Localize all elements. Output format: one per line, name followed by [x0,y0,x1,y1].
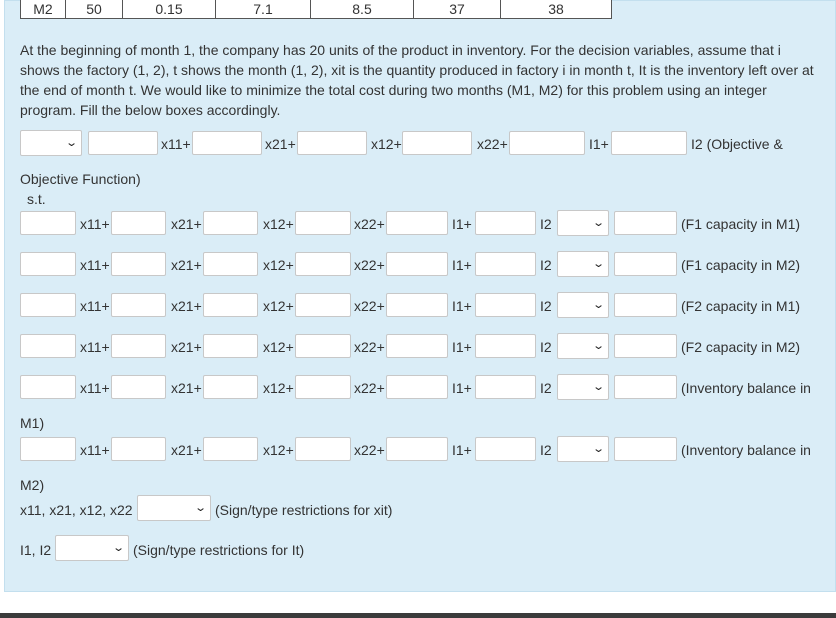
constraint-label-wrap: M2) [20,477,45,493]
var-label-i2: I2 [540,442,552,458]
constraint-3-coef-x12[interactable] [203,293,258,317]
constraint-5-rhs[interactable] [614,375,677,399]
var-label: x12+ [263,216,294,232]
constraint-1-coef-x11[interactable] [20,211,76,235]
constraint-5-coef-i1[interactable] [386,375,448,399]
var-label-i2: I2 [540,339,552,355]
constraint-3-coef-x21[interactable] [111,293,166,317]
chevron-down-icon: ⌄ [591,340,605,352]
constraint-6-coef-x21[interactable] [111,437,166,461]
bottom-bar [0,613,836,618]
var-label: x22+ [354,339,385,355]
constraint-label: (F1 capacity in M1) [681,216,801,232]
objective-coef-i1[interactable] [509,131,585,155]
constraint-label: (Inventory balance in [681,380,811,396]
chevron-down-icon: ⌄ [193,502,207,514]
var-label: x21+ [171,339,202,355]
var-label: x12+ [263,257,294,273]
objective-coef-x22[interactable] [402,131,472,155]
constraint-1-rhs[interactable] [614,211,677,235]
var-label: x11+ [80,380,110,396]
chevron-down-icon: ⌄ [591,443,605,455]
x-vars-label: x11, x21, x12, x22 [20,502,133,518]
constraint-6-coef-rhs[interactable] [475,437,536,461]
constraint-6-coef-x12[interactable] [203,437,258,461]
table-cell: 7.1 [216,0,311,19]
var-label-i2: I2 [540,298,552,314]
var-label: x21+ [171,216,202,232]
var-label: I1+ [452,442,472,458]
var-label: x22+ [354,257,385,273]
var-label: x12+ [263,339,294,355]
constraint-3-coef-x11[interactable] [20,293,76,317]
var-label: x11+ [80,298,110,314]
var-label: x11+ [161,136,191,152]
constraint-3-coef-rhs[interactable] [475,293,536,317]
chevron-down-icon: ⌄ [64,137,78,149]
var-label: I1+ [452,339,472,355]
objective-label-wrap: Objective Function) [20,171,141,187]
i-restriction-select[interactable] [55,535,129,561]
var-label: x11+ [80,216,110,232]
constraint-4-coef-x11[interactable] [20,334,76,358]
data-table-row [20,0,612,19]
i-vars-label: I1, I2 [20,542,52,558]
objective-coef-i2[interactable] [611,131,687,155]
var-label: x12+ [263,442,294,458]
constraint-5-coef-x22[interactable] [295,375,351,399]
constraint-6-rhs[interactable] [614,437,677,461]
constraint-label: (F2 capacity in M1) [681,298,801,314]
problem-statement: At the beginning of month 1, the company has 20 units of the product in inventory. For the decision variables, assume that i shows the factory (1, 2), t shows the month (1, 2), xit is the quantity produced in factory i in month t, It is the inventory left over at the end of month t. We would like to minimize the total cost during two months (M1, M2) for this problem using an integer program. Fill the below boxes accordingly. [20,42,814,118]
var-label-i2: I2 [540,380,552,396]
constraint-4-sign-select[interactable] [557,333,609,359]
var-label: x11+ [80,339,110,355]
constraint-4-coef-x12[interactable] [203,334,258,358]
constraint-5-coef-x21[interactable] [111,375,166,399]
objective-direction-select[interactable] [20,130,82,156]
constraint-2-coef-x12[interactable] [203,252,258,276]
var-label: x12+ [371,136,402,152]
constraint-label: (F2 capacity in M2) [681,339,801,355]
var-label: x12+ [263,380,294,396]
var-label: x21+ [171,257,202,273]
var-label: x22+ [354,216,385,232]
subject-to-label: s.t. [27,191,46,207]
chevron-down-icon: ⌄ [591,299,605,311]
var-label: x12+ [263,298,294,314]
constraint-1-coef-x21[interactable] [111,211,166,235]
objective-coef-x12[interactable] [297,131,367,155]
constraint-label: (Inventory balance in [681,442,811,458]
table-cell: 38 [501,0,612,19]
constraint-6-coef-x11[interactable] [20,437,76,461]
constraint-2-sign-select[interactable] [557,251,609,277]
constraint-label: (F1 capacity in M2) [681,257,801,273]
objective-coef-x11[interactable] [88,131,158,155]
var-label: x11+ [80,257,110,273]
constraint-1-coef-x12[interactable] [203,211,258,235]
var-label: I1+ [452,257,472,273]
var-label: x22+ [477,136,508,152]
constraint-4-coef-i1[interactable] [386,334,448,358]
var-label: I1+ [452,380,472,396]
var-label: x21+ [265,136,296,152]
objective-label: I2 (Objective & [691,136,783,152]
constraint-2-coef-x11[interactable] [20,252,76,276]
constraint-1-coef-x22[interactable] [295,211,351,235]
var-label: I1+ [452,216,472,232]
constraint-5-sign-select[interactable] [557,374,609,400]
constraint-label-wrap: M1) [20,415,45,431]
constraint-1-coef-i1[interactable] [386,211,448,235]
chevron-down-icon: ⌄ [111,542,125,554]
constraint-4-coef-x22[interactable] [295,334,351,358]
x-restriction-select[interactable] [137,495,211,521]
table-cell: M2 [21,0,66,19]
x-restriction-label: (Sign/type restrictions for xit) [215,502,393,518]
table-cell: 8.5 [311,0,414,19]
var-label: x11+ [80,442,110,458]
constraint-2-coef-x22[interactable] [295,252,351,276]
var-label: I1+ [589,136,609,152]
constraint-6-sign-select[interactable] [557,436,609,462]
constraint-4-coef-rhs[interactable] [475,334,536,358]
constraint-2-coef-i1[interactable] [386,252,448,276]
constraint-2-coef-x21[interactable] [111,252,166,276]
chevron-down-icon: ⌄ [591,381,605,393]
i-restriction-label: (Sign/type restrictions for It) [133,542,305,558]
chevron-down-icon: ⌄ [591,258,605,270]
constraint-2-rhs[interactable] [614,252,677,276]
constraint-5-coef-rhs[interactable] [475,375,536,399]
constraint-3-coef-x22[interactable] [295,293,351,317]
table-cell: 37 [414,0,501,19]
var-label: x21+ [171,380,202,396]
constraint-1-sign-select[interactable] [557,210,609,236]
constraint-4-rhs[interactable] [614,334,677,358]
chevron-down-icon: ⌄ [591,217,605,229]
constraint-4-coef-x21[interactable] [111,334,166,358]
constraint-6-coef-i1[interactable] [386,437,448,461]
table-cell: 0.15 [123,0,216,19]
constraint-2-coef-rhs[interactable] [475,252,536,276]
var-label-i2: I2 [540,216,552,232]
objective-coef-x21[interactable] [192,131,262,155]
var-label: x22+ [354,298,385,314]
var-label: x22+ [354,442,385,458]
constraint-1-coef-rhs[interactable] [475,211,536,235]
var-label: x21+ [171,298,202,314]
var-label: I1+ [452,298,472,314]
constraint-5-coef-x12[interactable] [203,375,258,399]
var-label: x21+ [171,442,202,458]
constraint-5-coef-x11[interactable] [20,375,76,399]
constraint-3-rhs[interactable] [614,293,677,317]
constraint-3-coef-i1[interactable] [386,293,448,317]
constraint-3-sign-select[interactable] [557,292,609,318]
table-cell: 50 [66,0,123,19]
var-label-i2: I2 [540,257,552,273]
constraint-6-coef-x22[interactable] [295,437,351,461]
var-label: x22+ [354,380,385,396]
